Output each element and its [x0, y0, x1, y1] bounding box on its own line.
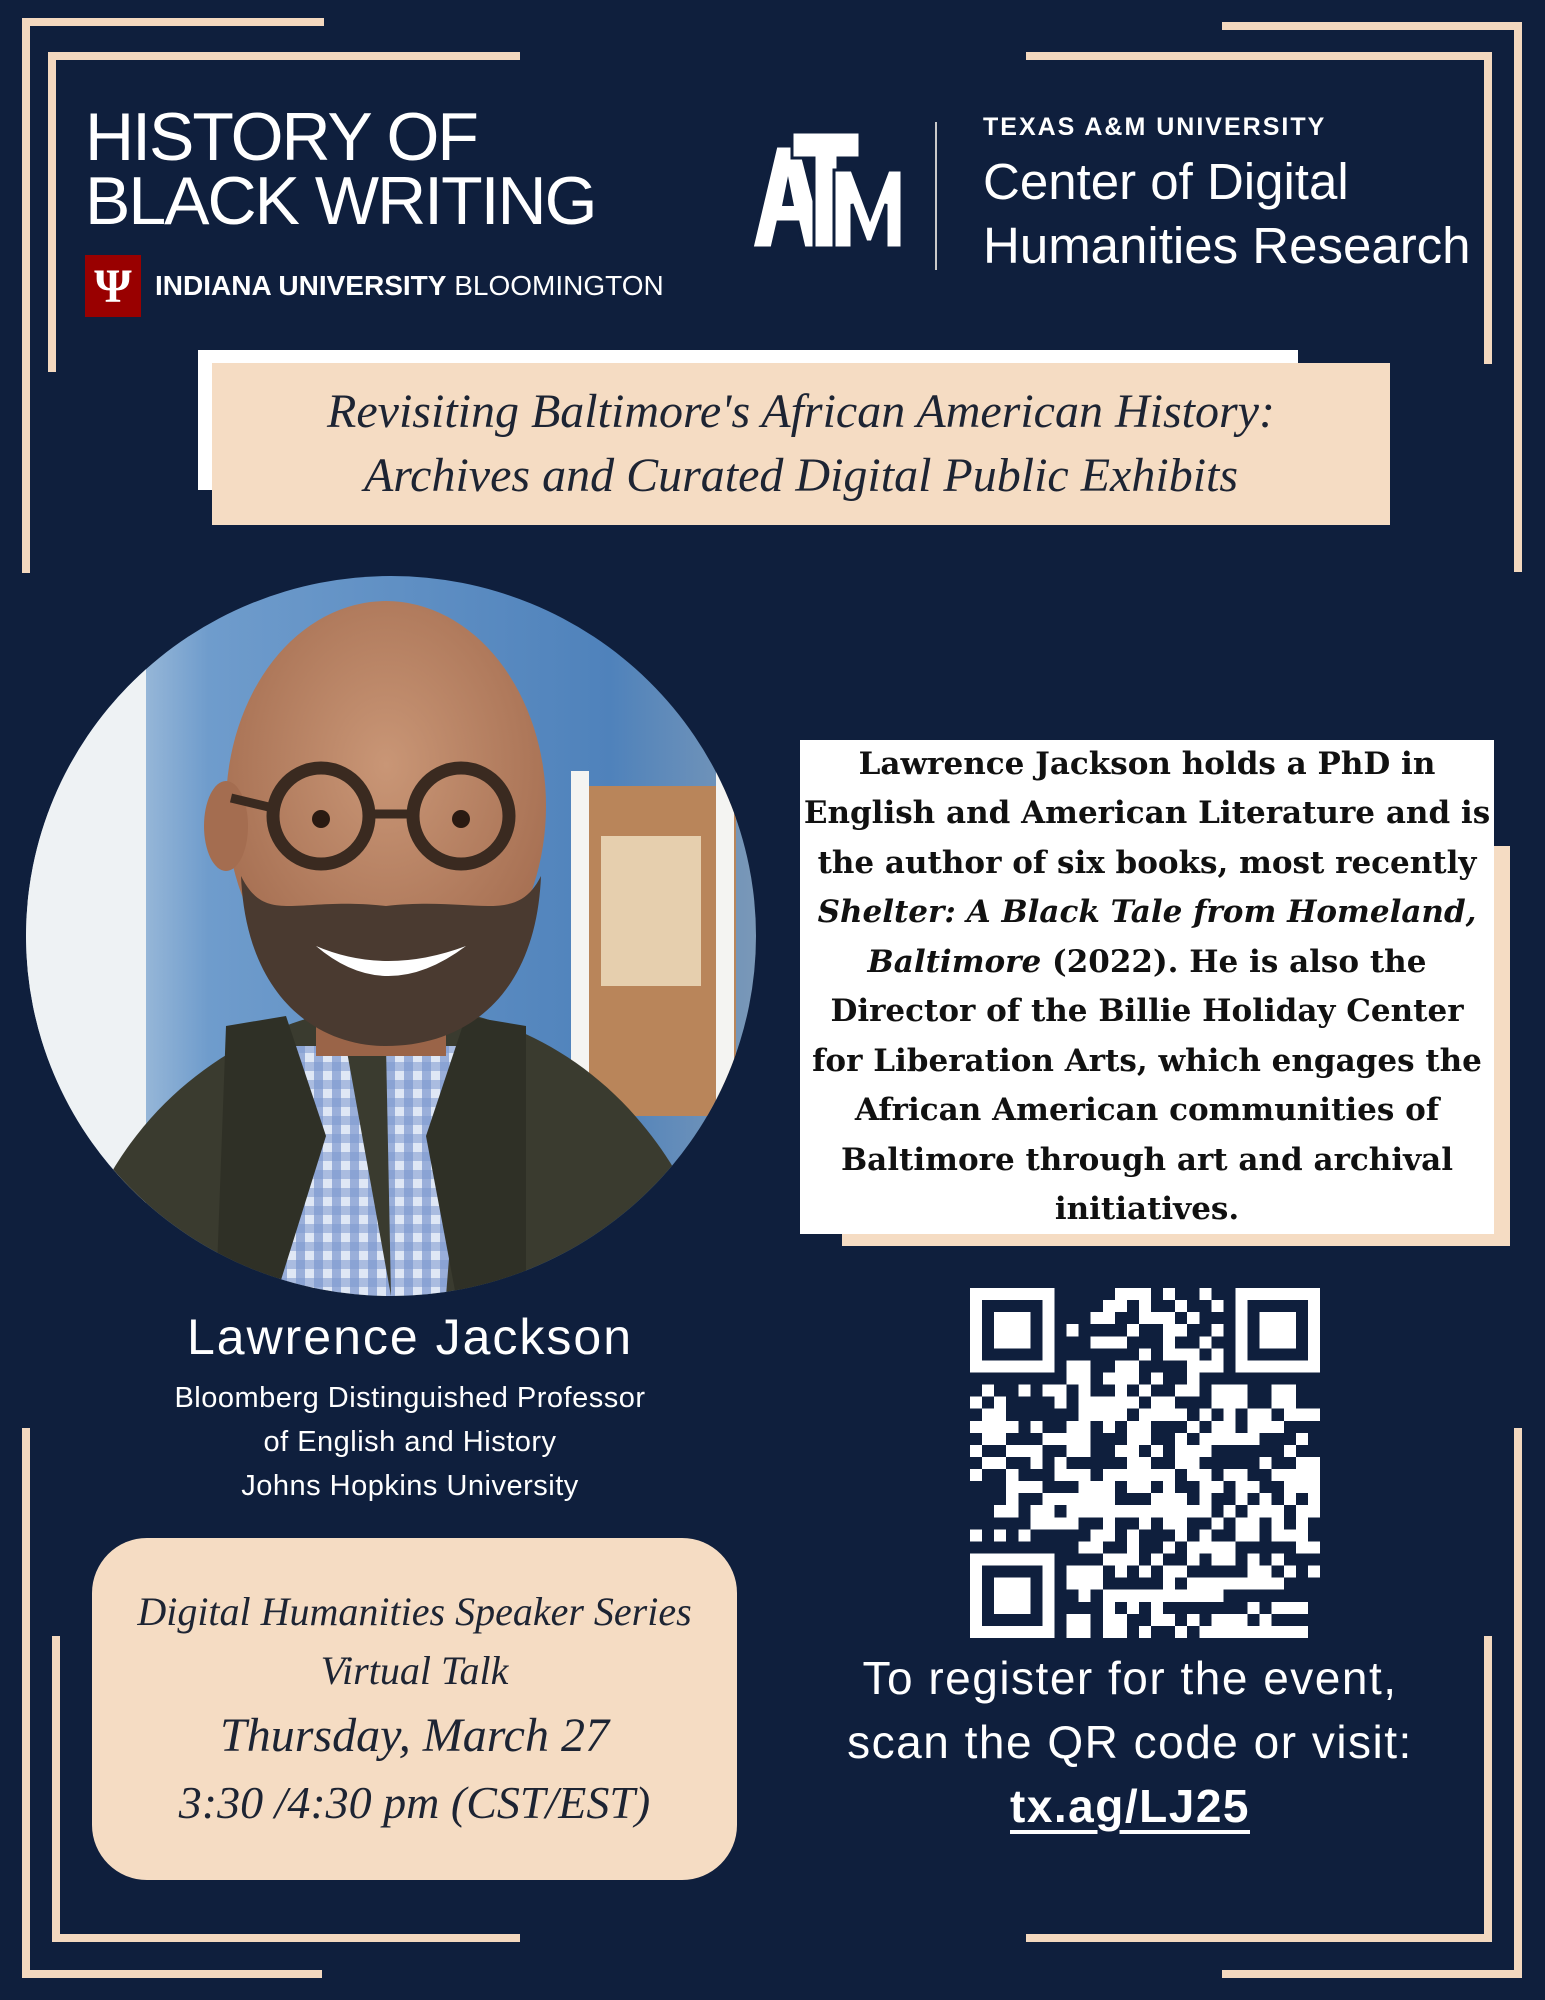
frame-line [48, 52, 520, 60]
title-line2: Archives and Curated Digital Public Exhibits [363, 449, 1239, 502]
register-line1: To register for the event, [862, 1652, 1398, 1704]
history-of-black-writing-logo [85, 99, 625, 239]
frame-line [1514, 22, 1522, 572]
speaker-role-line2: of English and History [263, 1426, 557, 1458]
logo-divider [935, 122, 937, 270]
register-line2: scan the QR code or visit: [847, 1716, 1413, 1768]
iu-name-rest: BLOOMINGTON [454, 270, 664, 301]
atm-logo-icon [748, 130, 903, 260]
speaker-photo [26, 576, 756, 1296]
bio-text-part2: (2022). He is also the Director of the Billie Holiday Center for Liberation Arts, which engages the African American communities of Baltimore through art and archival initiatives. [812, 943, 1482, 1227]
center-name [983, 150, 1471, 278]
bio-box [800, 740, 1494, 1234]
tamu-name: TEXAS A&M UNIVERSITY [983, 113, 1327, 141]
frame-line [1484, 52, 1492, 364]
event-time: 3:30 /4:30 pm (CST/EST) [178, 1777, 651, 1828]
event-details-box [92, 1538, 737, 1880]
iu-name-bold: INDIANA UNIVERSITY [155, 270, 447, 301]
event-date: Thursday, March 27 [220, 1709, 609, 1762]
center-name-line1: Center of Digital [983, 153, 1349, 210]
title-line1: Revisiting Baltimore's African American History: [327, 385, 1275, 438]
frame-line [22, 18, 30, 573]
bio-text-part1: Lawrence Jackson holds a PhD in English and American Literature and is the author of six books, most recently [803, 745, 1491, 881]
registration-info [780, 1646, 1480, 1838]
frame-line [1026, 52, 1492, 60]
hbw-logo-line2: BLACK WRITING [85, 163, 596, 239]
title-banner [212, 363, 1390, 525]
frame-line [1026, 1934, 1492, 1942]
bio-text [802, 740, 1492, 1235]
qr-code-icon[interactable] [970, 1288, 1320, 1638]
speaker-role-line1: Bloomberg Distinguished Professor [174, 1382, 646, 1414]
speaker-name: Lawrence Jackson [186, 1309, 634, 1365]
frame-line [1222, 22, 1522, 30]
bio-book-title: Shelter: A Black Tale from Homeland, Baltimore [817, 894, 1477, 980]
event-series: Digital Humanities Speaker Series [137, 1589, 692, 1634]
frame-line [52, 1636, 60, 1942]
frame-line [52, 1934, 520, 1942]
frame-line [1484, 1636, 1492, 1942]
event-format: Virtual Talk [320, 1648, 509, 1693]
hbw-logo-line1: HISTORY OF [85, 99, 477, 175]
frame-line [1514, 1428, 1522, 1978]
frame-line [1222, 1970, 1522, 1978]
iu-trident-icon: Ψ [85, 255, 141, 317]
speaker-role-line3: Johns Hopkins University [241, 1470, 579, 1502]
registration-link[interactable]: tx.ag/LJ25 [1010, 1780, 1250, 1832]
frame-line [28, 18, 324, 26]
indiana-university-logo [85, 255, 664, 317]
frame-line [22, 1970, 322, 1978]
iu-wordmark [155, 270, 664, 302]
center-name-line2: Humanities Research [983, 217, 1471, 274]
frame-line [22, 1428, 30, 1978]
frame-line [48, 52, 56, 372]
